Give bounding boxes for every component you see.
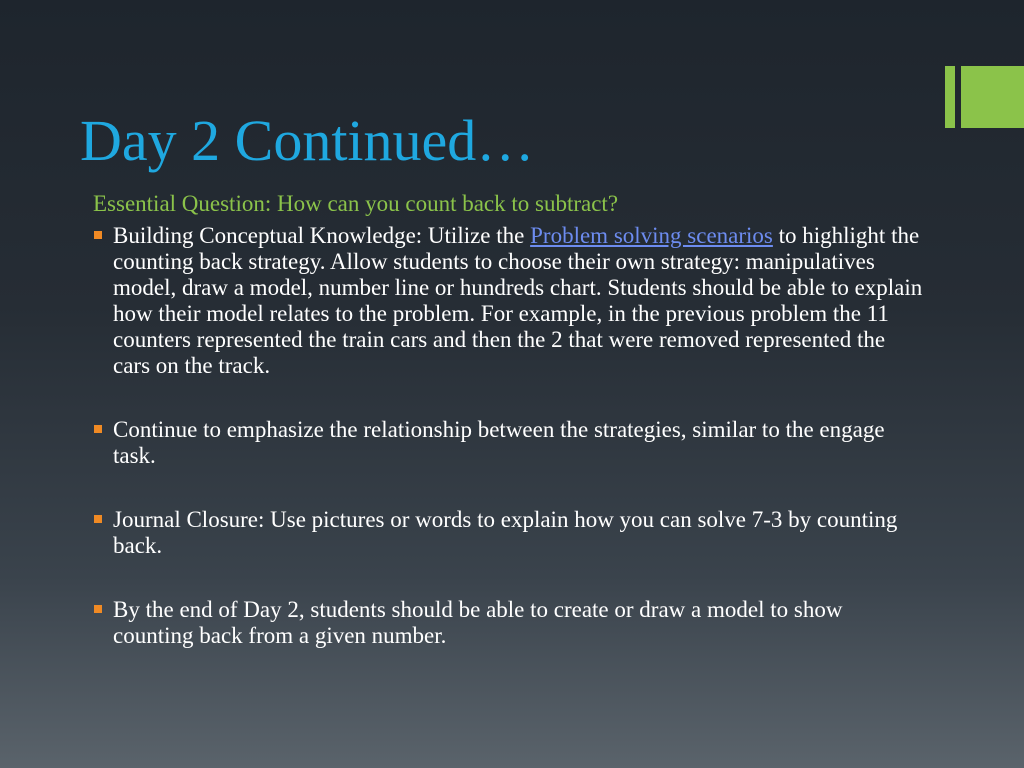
bullet-item-conceptual-knowledge	[93, 223, 923, 379]
bullet-item-end-of-day	[93, 597, 923, 649]
problem-solving-scenarios-link[interactable]: Problem solving scenarios	[530, 223, 773, 248]
bullet-text: Journal Closure: Use pictures or words to explain how you can solve 7-3 by counting back.	[113, 507, 898, 558]
accent-bar-thin	[945, 66, 955, 128]
bullet-text: By the end of Day 2, students should be able to create or draw a model to show counting back from a given number.	[113, 597, 843, 648]
bullet-item-emphasize-relationship	[93, 417, 923, 469]
square-bullet-icon	[94, 425, 102, 433]
square-bullet-icon	[94, 515, 102, 523]
bullet-item-journal-closure	[93, 507, 923, 559]
bullet-text-after-link: to highlight the counting back strategy. Allow students to choose their own strategy: manipulatives model, draw a model, number line or hundreds chart. Students should be able to explain how their model relates to the problem. For example, in the previous problem the 11 counters represented the train cars and then the 2 that were removed represented the cars on the track.	[113, 223, 923, 378]
bullet-text-before-link: Building Conceptual Knowledge: Utilize the	[113, 223, 531, 248]
bullet-list	[93, 223, 923, 687]
accent-bar-wide	[961, 66, 1024, 128]
slide-title: Day 2 Continued…	[80, 108, 535, 173]
square-bullet-icon	[94, 231, 102, 239]
bullet-text: Continue to emphasize the relationship between the strategies, similar to the engage task.	[113, 417, 885, 468]
essential-question: Essential Question: How can you count back to subtract?	[93, 191, 619, 216]
square-bullet-icon	[94, 605, 102, 613]
